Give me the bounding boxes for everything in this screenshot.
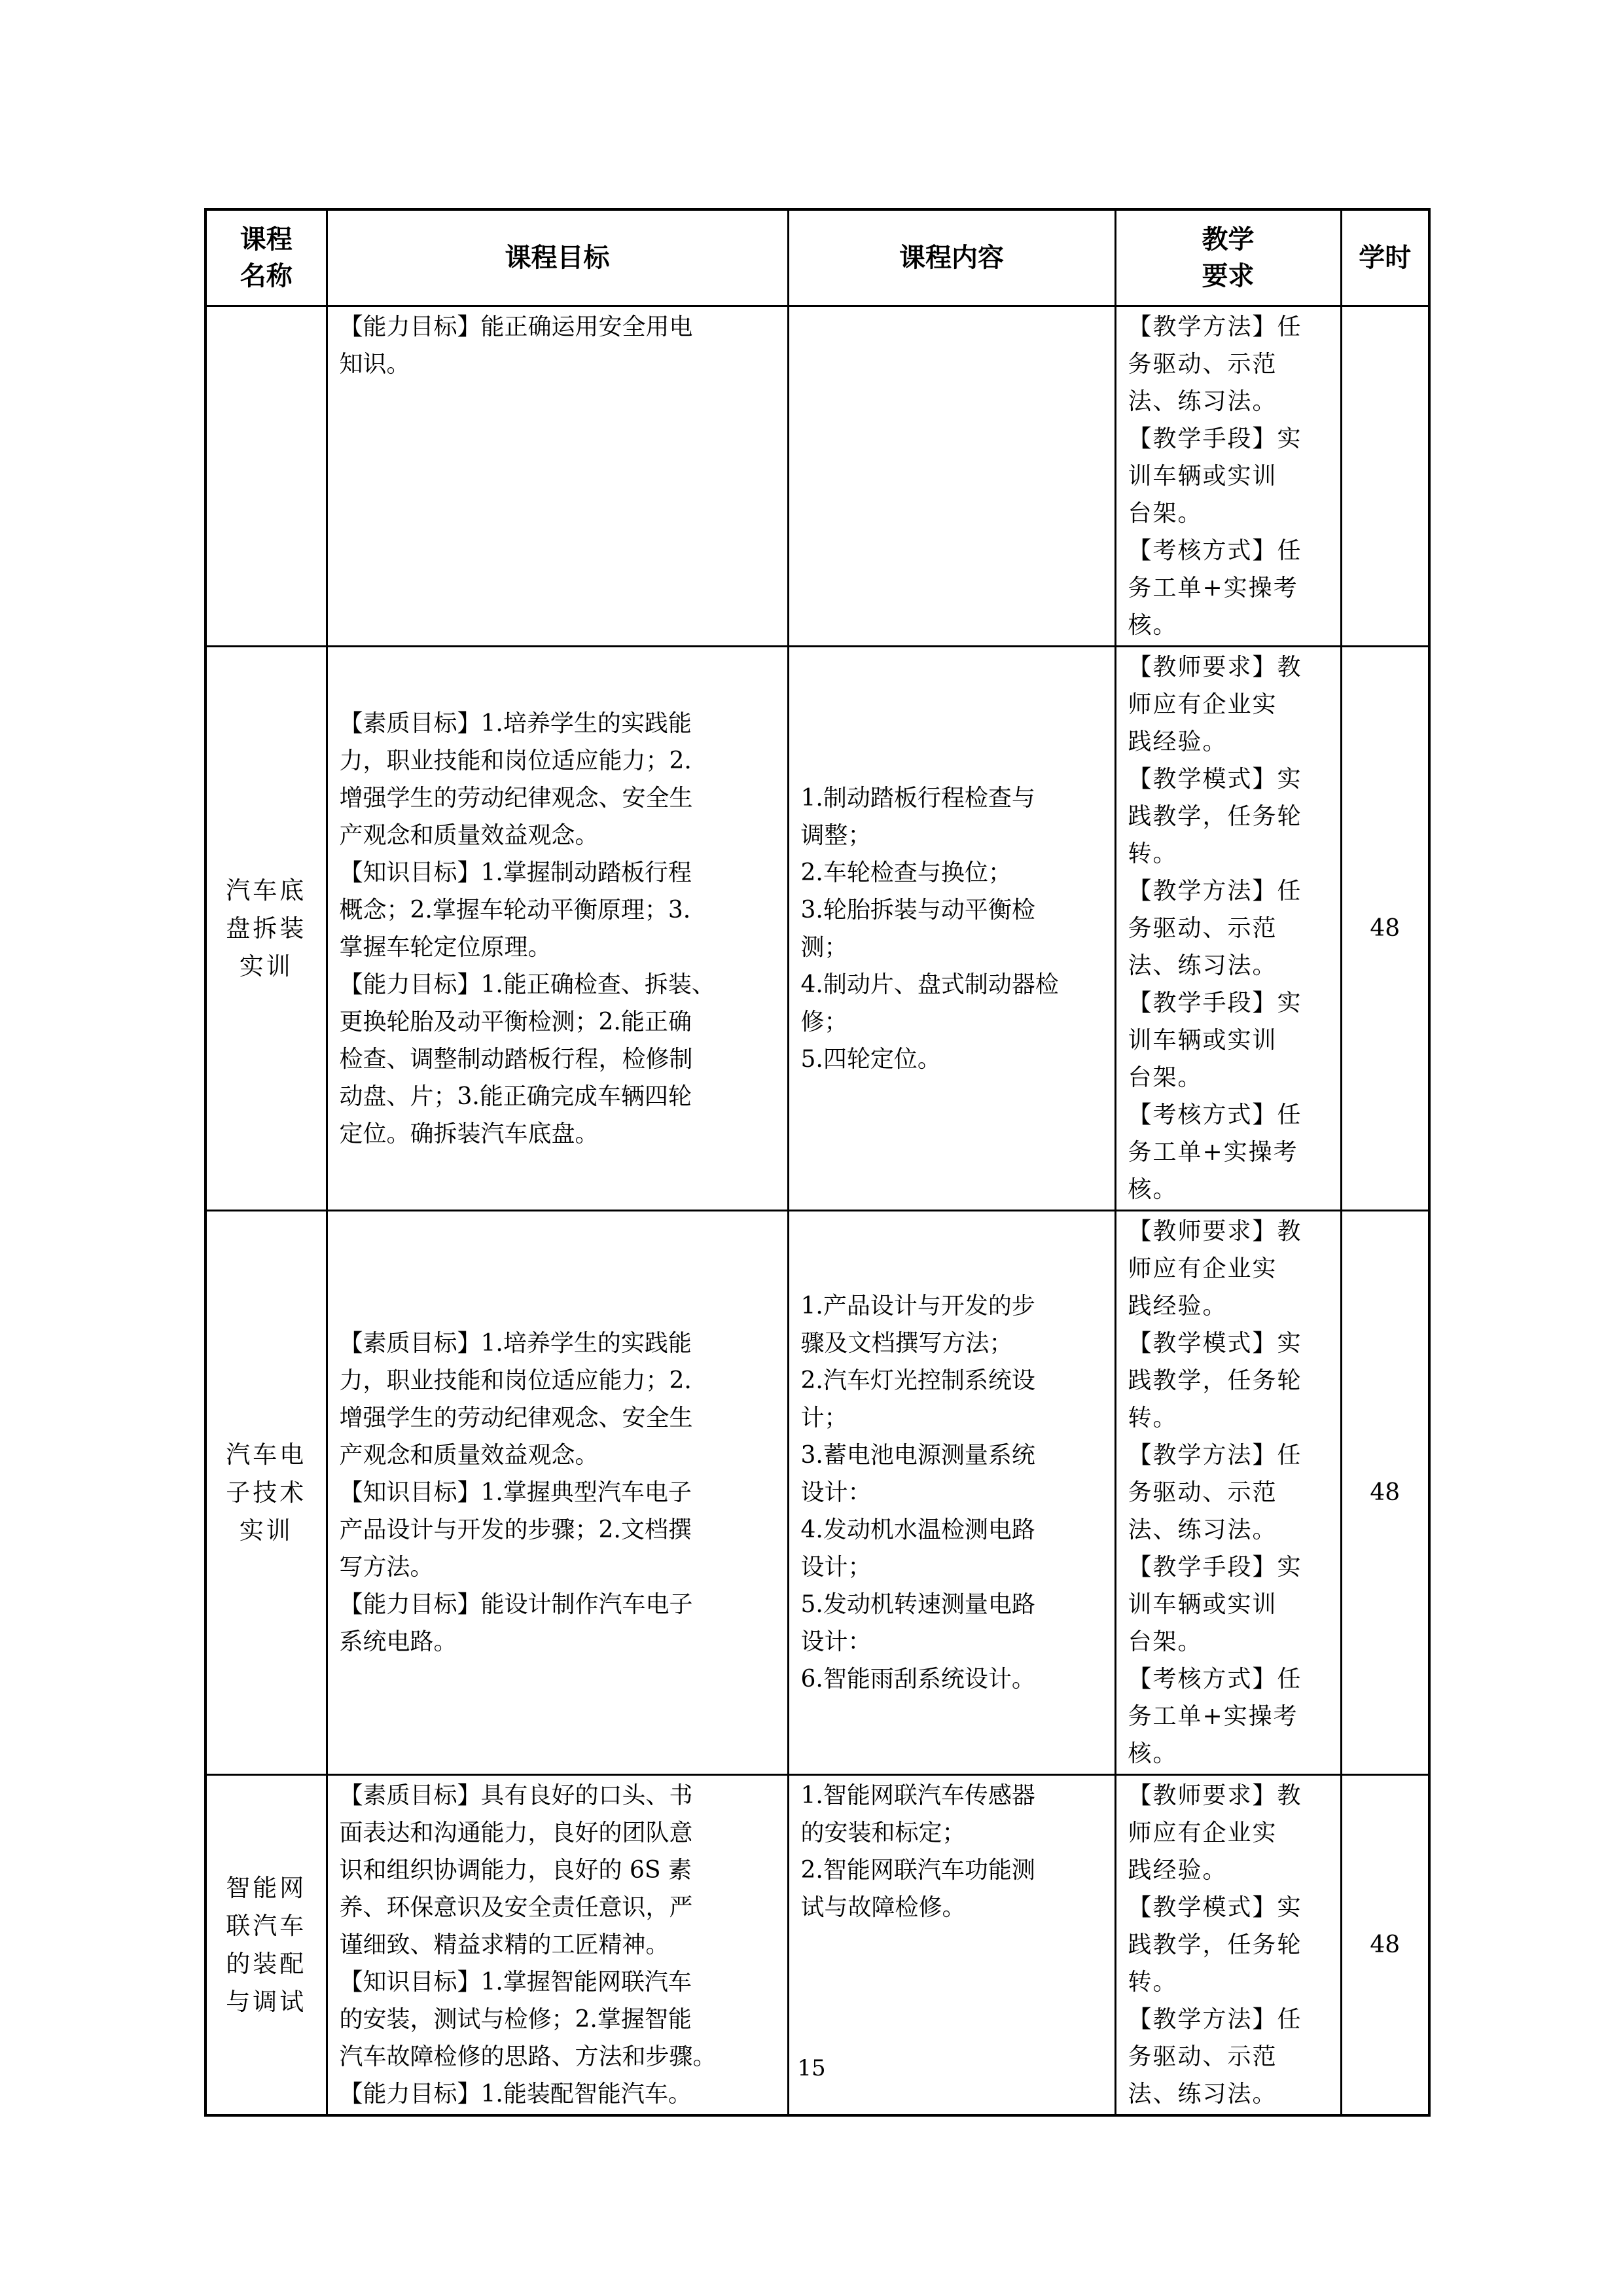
teaching-requirements-cell-line: 务驱动、示范 [1128,915,1277,942]
table-row [205,306,1429,647]
teaching-requirements-cell-line: 核。 [1128,1740,1178,1767]
course-content-cell-line: 修； [800,1008,848,1035]
teaching-requirements-cell-line: 法、练习法。 [1128,952,1277,979]
teaching-requirements-cell-line: 训车辆或实训 [1128,1591,1277,1618]
course-content-cell-line: 调整； [800,821,872,849]
page-number: 15 [797,2055,826,2081]
teaching-requirements-cell-line: 践经验。 [1128,728,1228,755]
hours-cell [1341,306,1429,647]
teaching-requirements-cell-line: 践经验。 [1128,1293,1228,1319]
course-goal-cell-line: 【能力目标】1.能装配智能汽车。 [339,2081,692,2108]
table-header-row [205,209,1429,306]
course-goal-cell-line: 写方法。 [339,1554,434,1581]
course-content-cell-line: 1.智能网联汽车传感器 [800,1782,1035,1809]
teaching-requirements-cell-line: 【教学模式】实 [1128,1330,1302,1357]
teaching-requirements-cell-line: 师应有企业实 [1128,1255,1277,1282]
teaching-requirements-cell-line: 【教学手段】实 [1128,425,1302,452]
table-body [205,306,1429,2116]
curriculum-table [204,208,1431,2117]
course-content-cell-line: 4.制动片、盘式制动器检 [800,971,1059,998]
course-goal-cell-line: 知识。 [339,351,410,378]
course-name-cell [205,1211,327,1775]
header-hours: 学时 [1341,209,1429,306]
course-goal-cell-line: 的安装，测试与检修；2.掌握智能 [339,2006,692,2033]
course-goal-cell-line: 增强学生的劳动纪律观念、安全生 [339,1405,693,1431]
course-goal-cell-line: 【能力目标】1.能正确检查、拆装、 [339,971,715,998]
teaching-requirements-cell-line: 法、练习法。 [1128,1516,1277,1543]
course-goal-cell-line: 增强学生的劳动纪律观念、安全生 [339,784,693,812]
teaching-requirements-cell-line: 【考核方式】任 [1128,1102,1302,1128]
course-goal-cell-line: 识和组织协调能力，良好的 6S 素 [339,1857,692,1884]
teaching-requirements-cell-line: 务驱动、示范 [1128,1479,1277,1506]
teaching-requirements-cell-line: 转。 [1128,840,1178,867]
teaching-requirements-cell-line: 务工单+实操考 [1128,575,1298,601]
teaching-requirements-cell-line: 【教学方法】任 [1128,314,1302,340]
teaching-requirements-cell-line: 师应有企业实 [1128,1820,1277,1846]
course-content-cell-line: 5.发动机转速测量电路 [800,1591,1035,1618]
teaching-requirements-cell-line: 【教师要求】教 [1128,1782,1302,1809]
course-content-cell-line: 设计： [800,1628,872,1655]
course-content-cell-line: 3.轮胎拆装与动平衡检 [800,896,1035,924]
course-goal-cell-line: 谨细致、精益求精的工匠精神。 [339,1931,669,1958]
table-row [205,647,1429,1211]
course-goal-cell-line: 【知识目标】1.掌握智能网联汽车 [339,1969,692,1996]
teaching-requirements-cell-line: 训车辆或实训 [1128,463,1277,490]
course-content-cell-line: 测； [800,933,848,961]
course-goal-cell-line: 【素质目标】具有良好的口头、书 [339,1782,693,1809]
header-course-goal: 课程目标 [327,209,788,306]
teaching-requirements-cell-line: 务工单+实操考 [1128,1139,1298,1166]
teaching-requirements-cell-line: 【教学模式】实 [1128,1894,1302,1921]
course-name-cell-line: 汽车电 [226,1440,307,1469]
course-content-cell-line: 2.智能网联汽车功能测 [800,1857,1035,1884]
course-name-cell-line: 汽车底 [226,876,307,905]
hours-cell: 48 [1341,1775,1429,2116]
course-content-cell [788,647,1115,1211]
course-content-cell-line: 5.四轮定位。 [800,1045,941,1073]
course-name-cell [205,647,327,1211]
course-content-cell-line: 2.汽车灯光控制系统设 [800,1367,1035,1394]
teaching-requirements-cell-line: 务驱动、示范 [1128,2043,1277,2070]
teaching-requirements-cell-line: 【教师要求】教 [1128,654,1302,681]
teaching-requirements-cell-line: 【教学模式】实 [1128,766,1302,793]
course-goal-cell-line: 养、环保意识及安全责任意识，严 [339,1894,693,1921]
teaching-requirements-cell-line: 践教学，任务轮 [1128,1931,1302,1958]
teaching-requirements-cell-line: 台架。 [1128,500,1203,527]
teaching-requirements-cell-line: 【教师要求】教 [1128,1218,1302,1245]
hours-cell: 48 [1341,1211,1429,1775]
teaching-requirements-cell-line: 【教学手段】实 [1128,1554,1302,1581]
course-content-cell-line: 设计： [800,1479,872,1506]
teaching-requirements-cell-line: 台架。 [1128,1628,1203,1655]
course-content-cell-line: 3.蓄电池电源测量系统 [800,1442,1035,1469]
course-goal-cell [327,1211,788,1775]
course-content-cell-line: 的安装和标定； [800,1820,966,1846]
course-goal-cell [327,306,788,647]
course-content-cell-line: 6.智能雨刮系统设计。 [800,1666,1035,1693]
course-name-cell-line: 智能网 [226,1873,307,1902]
course-goal-cell-line: 【能力目标】能正确运用安全用电 [339,314,693,340]
course-name-cell-line: 联汽车 [226,1911,307,1940]
course-goal-cell-line: 面表达和沟通能力，良好的团队意 [339,1820,693,1846]
course-goal-cell-line: 【知识目标】1.掌握典型汽车电子 [339,1479,692,1506]
course-goal-cell-line: 【素质目标】1.培养学生的实践能 [339,709,692,737]
course-goal-cell-line: 力，职业技能和岗位适应能力；2. [339,1367,692,1394]
table-row [205,1211,1429,1775]
course-goal-cell-line: 掌握车轮定位原理。 [339,933,552,961]
course-goal-cell-line: 产品设计与开发的步骤；2.文档撰 [339,1516,692,1543]
teaching-requirements-cell-line: 务驱动、示范 [1128,351,1277,378]
course-content-cell-line: 计； [800,1405,848,1431]
teaching-requirements-cell-line: 台架。 [1128,1064,1203,1091]
teaching-requirements-cell-line: 【教学方法】任 [1128,1442,1302,1469]
teaching-requirements-cell-line: 师应有企业实 [1128,691,1277,718]
course-content-cell-line: 2.车轮检查与换位； [800,859,1012,886]
teaching-requirements-cell-line: 【考核方式】任 [1128,1666,1302,1693]
course-goal-cell-line: 检查、调整制动踏板行程，检修制 [339,1045,693,1073]
teaching-requirements-cell-line: 【教学方法】任 [1128,2006,1302,2033]
course-goal-cell-line: 【能力目标】能设计制作汽车电子 [339,1591,693,1618]
teaching-requirements-cell-line: 【考核方式】任 [1128,537,1302,564]
hours-cell: 48 [1341,647,1429,1211]
teaching-requirements-cell-line: 法、练习法。 [1128,388,1277,415]
course-content-cell-line: 1.产品设计与开发的步 [800,1293,1035,1319]
course-goal-cell-line: 汽车故障检修的思路、方法和步骤。 [339,2043,717,2070]
course-content-cell-line: 设计； [800,1554,872,1581]
course-name-cell-line: 实训 [239,952,293,980]
course-goal-cell-line: 产观念和质量效益观念。 [339,821,599,849]
header-course-name: 课程 名称 [205,209,327,306]
course-name-cell [205,306,327,647]
course-goal-cell-line: 定位。确拆装汽车底盘。 [339,1120,599,1147]
header-course-content: 课程内容 [788,209,1115,306]
course-name-cell-line: 与调试 [226,1987,307,2016]
course-content-cell-line: 4.发动机水温检测电路 [800,1516,1035,1543]
teaching-requirements-cell-line: 转。 [1128,1405,1178,1431]
header-teaching-requirements: 教学 要求 [1115,209,1341,306]
course-goal-cell-line: 【知识目标】1.掌握制动踏板行程 [339,859,692,886]
teaching-requirements-cell-line: 践经验。 [1128,1857,1228,1884]
teaching-requirements-cell [1115,647,1341,1211]
course-content-cell [788,1211,1115,1775]
course-goal-cell [327,647,788,1211]
course-name-cell-line: 子技术 [226,1478,307,1507]
teaching-requirements-cell-line: 【教学手段】实 [1128,990,1302,1016]
teaching-requirements-cell-line: 践教学，任务轮 [1128,1367,1302,1394]
course-goal-cell-line: 力，职业技能和岗位适应能力；2. [339,747,692,774]
course-goal-cell-line: 动盘、片；3.能正确完成车辆四轮 [339,1083,692,1110]
course-content-cell-line: 试与故障检修。 [800,1894,966,1921]
course-name-cell-line: 的装配 [226,1949,307,1978]
course-goal-cell-line: 更换轮胎及动平衡检测；2.能正确 [339,1008,692,1035]
teaching-requirements-cell-line: 转。 [1128,1969,1178,1996]
teaching-requirements-cell-line: 践教学，任务轮 [1128,803,1302,830]
teaching-requirements-cell-line: 核。 [1128,612,1178,639]
course-goal-cell-line: 【素质目标】1.培养学生的实践能 [339,1330,692,1357]
teaching-requirements-cell-line: 核。 [1128,1176,1178,1203]
course-content-cell [788,306,1115,647]
teaching-requirements-cell-line: 法、练习法。 [1128,2081,1277,2108]
course-name-cell-line: 实训 [239,1516,293,1545]
teaching-requirements-cell [1115,1211,1341,1775]
teaching-requirements-cell-line: 【教学方法】任 [1128,878,1302,905]
course-goal-cell-line: 系统电路。 [339,1628,457,1655]
teaching-requirements-cell [1115,306,1341,647]
course-goal-cell-line: 概念；2.掌握车轮动平衡原理；3. [339,896,691,924]
course-goal-cell-line: 产观念和质量效益观念。 [339,1442,599,1469]
teaching-requirements-cell-line: 务工单+实操考 [1128,1703,1298,1730]
course-name-cell-line: 盘拆装 [226,914,307,942]
course-content-cell-line: 1.制动踏板行程检查与 [800,784,1035,812]
teaching-requirements-cell-line: 训车辆或实训 [1128,1027,1277,1054]
course-content-cell-line: 骤及文档撰写方法； [800,1330,1013,1357]
